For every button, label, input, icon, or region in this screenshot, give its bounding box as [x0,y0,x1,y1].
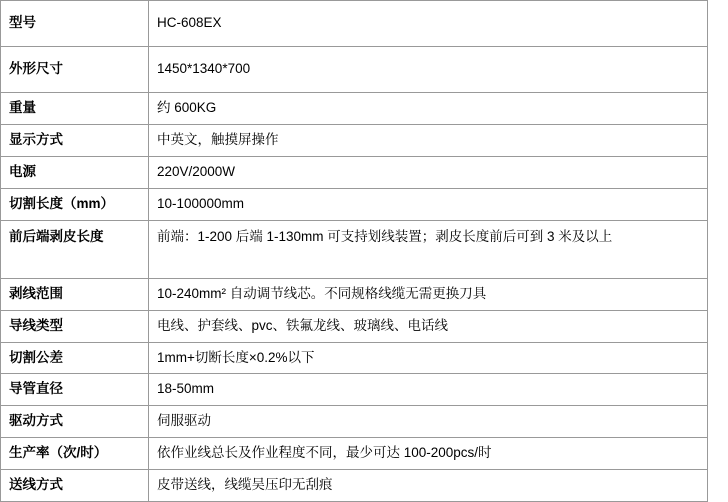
row-value: 前端：1-200 后端 1-130mm 可支持划线装置；剥皮长度前后可到 3 米及以上 [149,220,708,278]
row-label: 电源 [1,156,149,188]
table-row [1,1,708,47]
row-value: 依作业线总长及作业程度不同，最少可达 100-200pcs/时 [149,438,708,470]
row-label: 送线方式 [1,470,149,502]
row-label: 导线类型 [1,310,149,342]
row-value: 电线、护套线、pvc、铁氟龙线、玻璃线、电话线 [149,310,708,342]
row-label: 外形尺寸 [1,47,149,93]
row-value: 220V/2000W [149,156,708,188]
row-label: 导管直径 [1,374,149,406]
row-label: 重量 [1,93,149,125]
row-label: 生产率（次/时） [1,438,149,470]
row-label: 剥线范围 [1,278,149,310]
table-row [1,93,708,125]
row-value: 皮带送线，线缆吴压印无刮痕 [149,470,708,502]
row-value: 18-50mm [149,374,708,406]
table-row [1,188,708,220]
row-label: 切割长度（mm） [1,188,149,220]
row-value: 10-240mm² 自动调节线芯。不同规格线缆无需更换刀具 [149,278,708,310]
row-label: 前后端剥皮长度 [1,220,149,278]
table-row [1,310,708,342]
table-row [1,374,708,406]
row-value: 伺服驱动 [149,406,708,438]
row-label: 切割公差 [1,342,149,374]
table-row [1,156,708,188]
table-row [1,220,708,278]
table-row [1,124,708,156]
table-row [1,342,708,374]
table-row [1,470,708,502]
row-label: 驱动方式 [1,406,149,438]
specification-table-body [1,1,708,502]
row-value: 约 600KG [149,93,708,125]
table-row [1,438,708,470]
row-value: 1450*1340*700 [149,47,708,93]
row-value: 中英文，触摸屏操作 [149,124,708,156]
row-value: 10-100000mm [149,188,708,220]
row-label: 显示方式 [1,124,149,156]
row-value: HC-608EX [149,1,708,47]
table-row [1,278,708,310]
row-value: 1mm+切断长度×0.2%以下 [149,342,708,374]
table-row [1,406,708,438]
row-label: 型号 [1,1,149,47]
table-row [1,47,708,93]
